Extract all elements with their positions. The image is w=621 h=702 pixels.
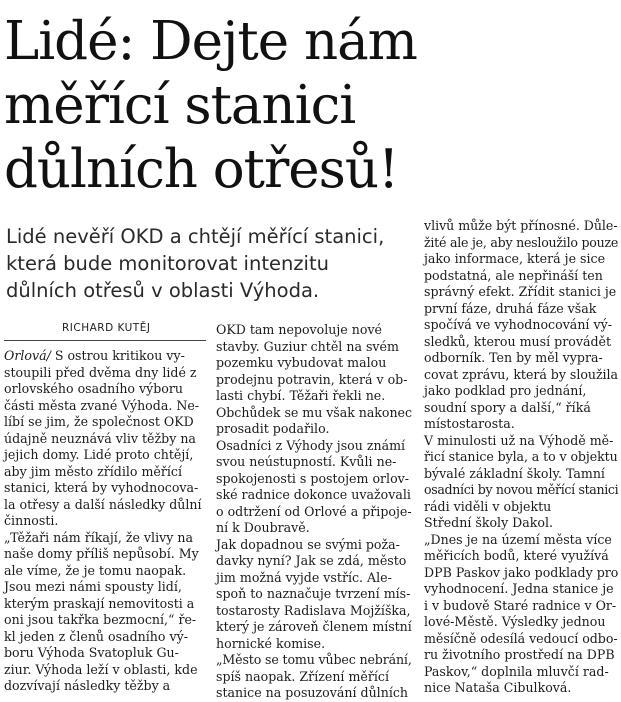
text-line: řicí stanice byla, a to v objektu [424,449,618,464]
text-line: lové-Městě. Výsledky jednou [424,614,606,629]
text-line: žité ale je, aby nesloužilo pouze [424,234,619,250]
text-line: davky nyní? Jak se zdá, město [216,553,407,568]
text-line: který je zároveň členem místní [216,619,412,634]
text-line: stavby. Guziur chtěl na svém [216,338,399,354]
text-line: jako informace, která je sice [424,251,606,266]
lead-line: důlních otřesů v oblasti Výhoda. [6,279,320,302]
text-line: údajně neuznává vliv těžby na [4,430,196,446]
text-line: svou neústupností. Kvůli ne- [216,454,397,469]
text-line: „Těžaři nám říkají, že vlivy na [4,529,193,545]
text-line: jim možná vyjde vstříc. Ale- [216,569,392,585]
text-line: Obchůdek se mu však nakonec [216,404,412,420]
text-line: kl jeden z členů osadního vý- [4,628,188,644]
text-line: činnosti. [4,513,59,528]
text-line: měřicích bodů, které využívá [424,548,609,563]
text-line: odborník. Ten by měl vypra- [424,350,603,365]
headline-line: měřící stanici [4,75,356,136]
text-line: sledků, kterou musí provádět [424,333,612,349]
text-line: ru životního prostředí na DPB [424,647,615,662]
text-line: spíš naopak. Zřízení měřící [216,668,389,684]
text-line: části města zvané Výhoda. Ne- [4,397,200,413]
text-line: správný efekt. Zřídit stanici je [424,284,617,299]
text-line: tostarosty Radislava Mojžíška, [216,602,411,618]
text-line: stoupili před dvěma dny lidé z [4,364,197,380]
lead-line: Lidé nevěří OKD a chtějí měřící stanici, [6,225,385,248]
text-line: nice Nataša Cibulková. [424,680,572,695]
text-line: prodejnu potravin, která v ob- [216,371,408,387]
text-line: OKD tam nepovoluje nové [216,322,383,337]
text-line: líbí se jim, že společnost OKD [4,414,194,429]
text-line: lasti chybí. Těžaři řekli ne. [216,388,386,403]
lead-paragraph [6,223,416,304]
headline-line: důlních otřesů! [4,139,399,200]
text-line: osadníci by novou měřící stanici [424,482,619,497]
text-line: ní k Doubravě. [216,520,310,535]
text-line: hornické komise. [216,635,326,651]
text-line: Střední školy Dakol. [424,515,554,530]
text-line: jejich domy. Lidé proto chtějí, [4,447,194,462]
text-line: prosadit podařilo. [216,421,330,436]
text-line: o odtržení od Orlové a připoje- [216,503,412,519]
lead-line: která bude monitorovat intenzitu [6,252,329,275]
text-line: první fáze, druhá fáze však [424,300,597,316]
text-line: Jak dopadnou se svými poža- [216,536,400,552]
text-line: covat zprávu, která by sloužila [424,366,619,382]
text-line: pozemku vybudovat malou [216,355,387,370]
text-line: Orlová/ S ostrou kritikou vy- [4,348,185,363]
text-line: vyhodnocení. Jedna stanice je [424,581,614,596]
text-line: naše domy příliš nepůsobí. My [4,546,199,561]
text-line: Osadníci z Výhody jsou známí [216,437,406,453]
text-line: ziur. Výhoda leží v oblasti, kde [4,661,198,677]
text-line: vlivů může být přínosné. Důle- [424,218,618,233]
dateline: Orlová/ [4,348,51,363]
text-line: stanice na posuzování důlních [216,685,409,700]
text-line: soudní spory a další,“ říká [424,399,591,415]
headline-line: Lidé: Dejte nám [4,11,417,72]
text-line: spočívá ve vyhodnocování vý- [424,317,612,332]
text-line: podstatná, ale nepřináší ten [424,267,603,283]
text-line: Paskov,“ doplnila mluvčí rad- [424,663,609,679]
text-line: orlovského osadního výboru [4,381,184,396]
text-line: měsíčně odesílá vedoucí odbo- [424,630,618,646]
text-line: spoň to naznačuje tvrzení mís- [216,586,411,601]
text-line: la otřesy a další následky důlní [4,496,202,512]
text-line: dozvívají následky těžby a [4,678,171,693]
headline [4,10,614,202]
article-column-2 [216,322,412,702]
byline: RICHARD KUTĚJ [62,322,151,334]
text-line: místostarosta. [424,416,515,431]
text-line: spokojenosti s postojem orlov- [216,470,410,486]
text-line: ale víme, že je tomu naopak. [4,562,187,578]
text-line: kterým praskají nemovitosti a [4,595,195,611]
text-line: i v budově Staré radnice v Or- [424,597,617,613]
text-line: bývalé základní školy. Tamní [424,465,605,481]
article-column-3 [424,218,618,697]
text-line: DPB Paskov jako podklady pro [424,564,619,580]
text-line: V minulosti už na Výhodě mě- [424,432,614,448]
text-line: jako podklad pro jednání, [424,383,587,398]
text-line: „Dnes je na území města více [424,531,612,547]
text-line: aby jim město zřídilo měřící [4,463,182,479]
text-line: ské radnice dokonce uvažovali [216,487,411,502]
byline-divider [4,340,206,341]
text-line: Jsou mezi námi spousty lidí, [4,579,182,594]
text-line: oni jsou takřka bezmocní,“ ře- [4,612,197,627]
text-line: rádi viděli v objektu [424,498,552,514]
article-column-1 [4,348,206,695]
text-line: „Město se tomu vůbec nebrání, [216,652,412,667]
text-line: stanici, která by vyhodnocova- [4,480,199,495]
text-line: boru Výhoda Svatopluk Gu- [4,645,179,660]
